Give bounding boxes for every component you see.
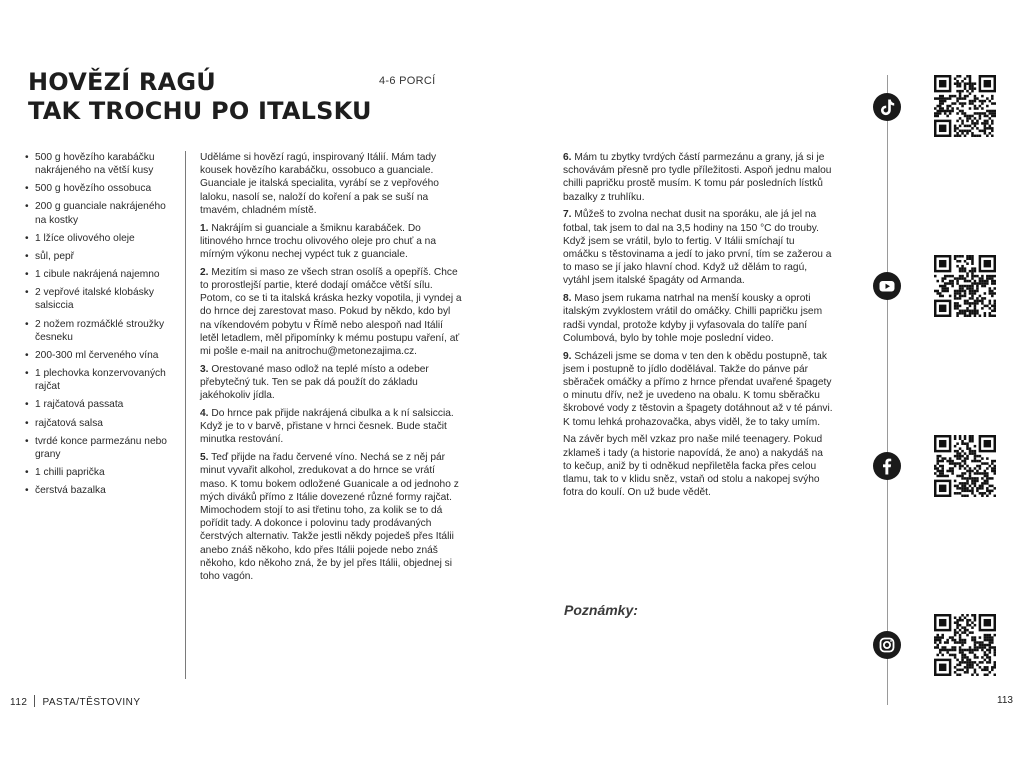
step-text: Mezitím si maso ze všech stran osolíš a opepříš. Chce to prorostlejší partie, které dodají omáčce větší sílu. Potom, co se ti ta italská kráska hezky vopotila, ji vyndej a do hrnce dej zarestovat maso. Pokud by někdo, kdo byl na víkendovém pobytu v Římě nebo alespoň nad Itálií letěl letadlem, měl připomínky k mému postupu vaření, ať mi pošle e-mail na anitrochu@metonezajima.cz. <box>200 266 462 358</box>
step-text: Mám tu zbytky tvrdých částí parmezánu a grany, já si je schovávám přesně pro tydle příležitosti. Aspoň jednu malou chilli papričku prostě musím. K tomu pár posledních lístků bazalky z truhlíku. <box>563 152 832 203</box>
ingredient-item: • 1 cibule nakrájená najemno <box>23 268 173 281</box>
ingredient-item: • 2 vepřové italské klobásky salsiccia <box>23 286 173 313</box>
ingredient-item: • 500 g hovězího ossobuca <box>23 182 173 195</box>
step-paragraph <box>200 363 462 403</box>
step-number: 7. <box>563 209 572 221</box>
qr-code-facebook[interactable] <box>934 435 996 497</box>
ingredient-item: • čerstvá bazalka <box>23 484 173 497</box>
step-text: Orestované maso odlož na teplé místo a odeber přebytečný tuk. Ten se pak dá použít do základu jakéhokoliv jídla. <box>200 363 429 402</box>
step-paragraph <box>563 350 833 429</box>
step-text: Nakrájím si guanciale a šmiknu karabáček. Do litinového hrnce trochu olivového oleje pro chuť a na mírným výkonu nechej vypéct tuk z guanciale. <box>200 222 437 261</box>
title-line-2: TAK TROCHU PO ITALSKU <box>28 97 372 125</box>
youtube-icon[interactable] <box>873 272 901 300</box>
qr-code-instagram[interactable] <box>934 614 996 676</box>
step-number: 2. <box>200 266 209 278</box>
instagram-icon[interactable] <box>873 631 901 659</box>
step-number: 9. <box>563 350 572 362</box>
step-paragraph <box>200 222 462 262</box>
ingredient-item: • sůl, pepř <box>23 250 173 263</box>
page-number-right: 113 <box>997 695 1013 706</box>
page-number-left: 112 <box>10 697 28 708</box>
column-divider <box>185 151 186 679</box>
ingredient-item: • 1 chilli paprička <box>23 466 173 479</box>
step-text: Můžeš to zvolna nechat dusit na sporáku, ale já jel na fotbal, tak jsem to dal na 3,5 hodiny na 150 °C do trouby. Když jsem se vrátil, bylo to fertig. V Itálii smíchají tu omáčku s těstovinama a jedí to jako první, tím se zažerou a to maso se jí jako hlavní chod. Když už dělám to ragú, vytáhl jsem italské špagáty od Armanda. <box>563 209 832 287</box>
step-text: Do hrnce pak přijde nakrájená cibulka a k ní salsiccia. Když je to v barvě, přistane v hrnci česnek. Bude stačit minutka restování. <box>200 408 454 446</box>
notes-label: Poznámky: <box>564 602 638 618</box>
portions-label: 4-6 PORCÍ <box>379 75 436 87</box>
step-text: Maso jsem rukama natrhal na menší kousky a oproti italským zvyklostem vrátil do omáčky. Chilli papričku jsem radši vyndal, protože kdyby ji vyfasovala do talíře paní Columbová, bylo by tohle moje poslední video. <box>563 293 823 344</box>
step-text: Scházeli jsme se doma v ten den k obědu postupně, tak jsem i postupně to jídlo dodělával. Takže do pánve pár sběraček omáčky a přímo z hrnce přendat uvařené špagety o minutu dřív, než je uvedeno na obalu. K tomu sběračku škrobové vody z těstovin a špagety dotáhnout až v té pánvi. K tomu lehká prohazovačka, abys viděl, že to taky umím. <box>563 350 833 428</box>
closing-paragraph: Na závěr bych měl vzkaz pro naše milé teenagery. Pokud zklameš i tady (a historie napovídá, že ano) a nakydáš na to kečup, aniž by ti odněkud nepřiletěla facka přes celou tlamu, tak to v klidu sněz, vstaň od stolu a nakopej svýho fotra do koulí. On už bude vědět. <box>563 434 823 499</box>
ingredient-item: • 2 nožem rozmáčklé stroužky česneku <box>23 318 173 345</box>
recipe-title <box>28 68 372 126</box>
qr-code-youtube[interactable] <box>934 255 996 317</box>
tiktok-icon[interactable] <box>873 93 901 121</box>
step-paragraph <box>200 266 462 358</box>
footer-left <box>10 695 141 708</box>
qr-code-tiktok[interactable] <box>934 75 996 137</box>
section-name: PASTA/TĚSTOVINY <box>42 697 141 708</box>
step-paragraph <box>563 208 833 287</box>
step-number: 3. <box>200 363 209 375</box>
step-paragraph <box>563 151 833 204</box>
step-number: 6. <box>563 152 572 163</box>
ingredient-item: • 1 rajčatová passata <box>23 398 173 411</box>
method-column-right <box>563 151 833 504</box>
ingredient-item: • 200-300 ml červeného vína <box>23 349 173 362</box>
step-paragraph <box>200 451 462 583</box>
intro-paragraph: Uděláme si hovězí ragú, inspirovaný Itálií. Mám tady kousek hovězího karabáčku, ossobuco a guanciale. Guanciale je italská specialita, vyrábí se z vepřového laloku, nasolí se, naloží do koření a pak se suší na tmavém, chladném místě. <box>200 152 439 216</box>
step-text: Teď přijde na řadu červené víno. Nechá se z něj pár minut vyvařit alkohol, zredukovat a do hrnce se vrátí maso. K tomu bokem odložené Guanicale a od jednoho z mých diváků přímo z Itálie dovezené různé formy rajčat. Mimochodem stojí to asi třetinu toho, za kolik se to dá pořídit tady. A dokonce i polovinu tady prodávaných čerstvých alternativ. Takže jestli někdy pojedeš přes Itálii anebo znáš někoho, kdo přes Itálii pojede nebo znáš někoho, kdo někoho zná, že by jel přes Itálii, objednej si toho vagón. <box>200 452 459 583</box>
ingredient-item: • 500 g hovězího karabáčku nakrájeného na větší kusy <box>23 151 173 178</box>
ingredient-item: • rajčatová salsa <box>23 417 173 430</box>
ingredient-item: • 200 g guanciale nakrájeného na kostky <box>23 200 173 227</box>
title-line-1: HOVĚZÍ RAGÚ <box>28 68 216 96</box>
social-timeline <box>887 75 888 705</box>
step-paragraph <box>200 407 462 447</box>
ingredient-item: • tvrdé konce parmezánu nebo grany <box>23 435 173 462</box>
method-column-left <box>200 151 462 588</box>
step-number: 5. <box>200 452 209 464</box>
step-paragraph <box>563 292 833 345</box>
footer-divider <box>34 695 35 707</box>
step-number: 4. <box>200 408 209 420</box>
facebook-icon[interactable] <box>873 452 901 480</box>
step-number: 8. <box>563 293 572 305</box>
ingredient-item: • 1 lžíce olivového oleje <box>23 232 173 245</box>
step-number: 1. <box>200 222 209 234</box>
ingredients-list <box>23 151 173 502</box>
ingredient-item: • 1 plechovka konzervovaných rajčat <box>23 367 173 394</box>
